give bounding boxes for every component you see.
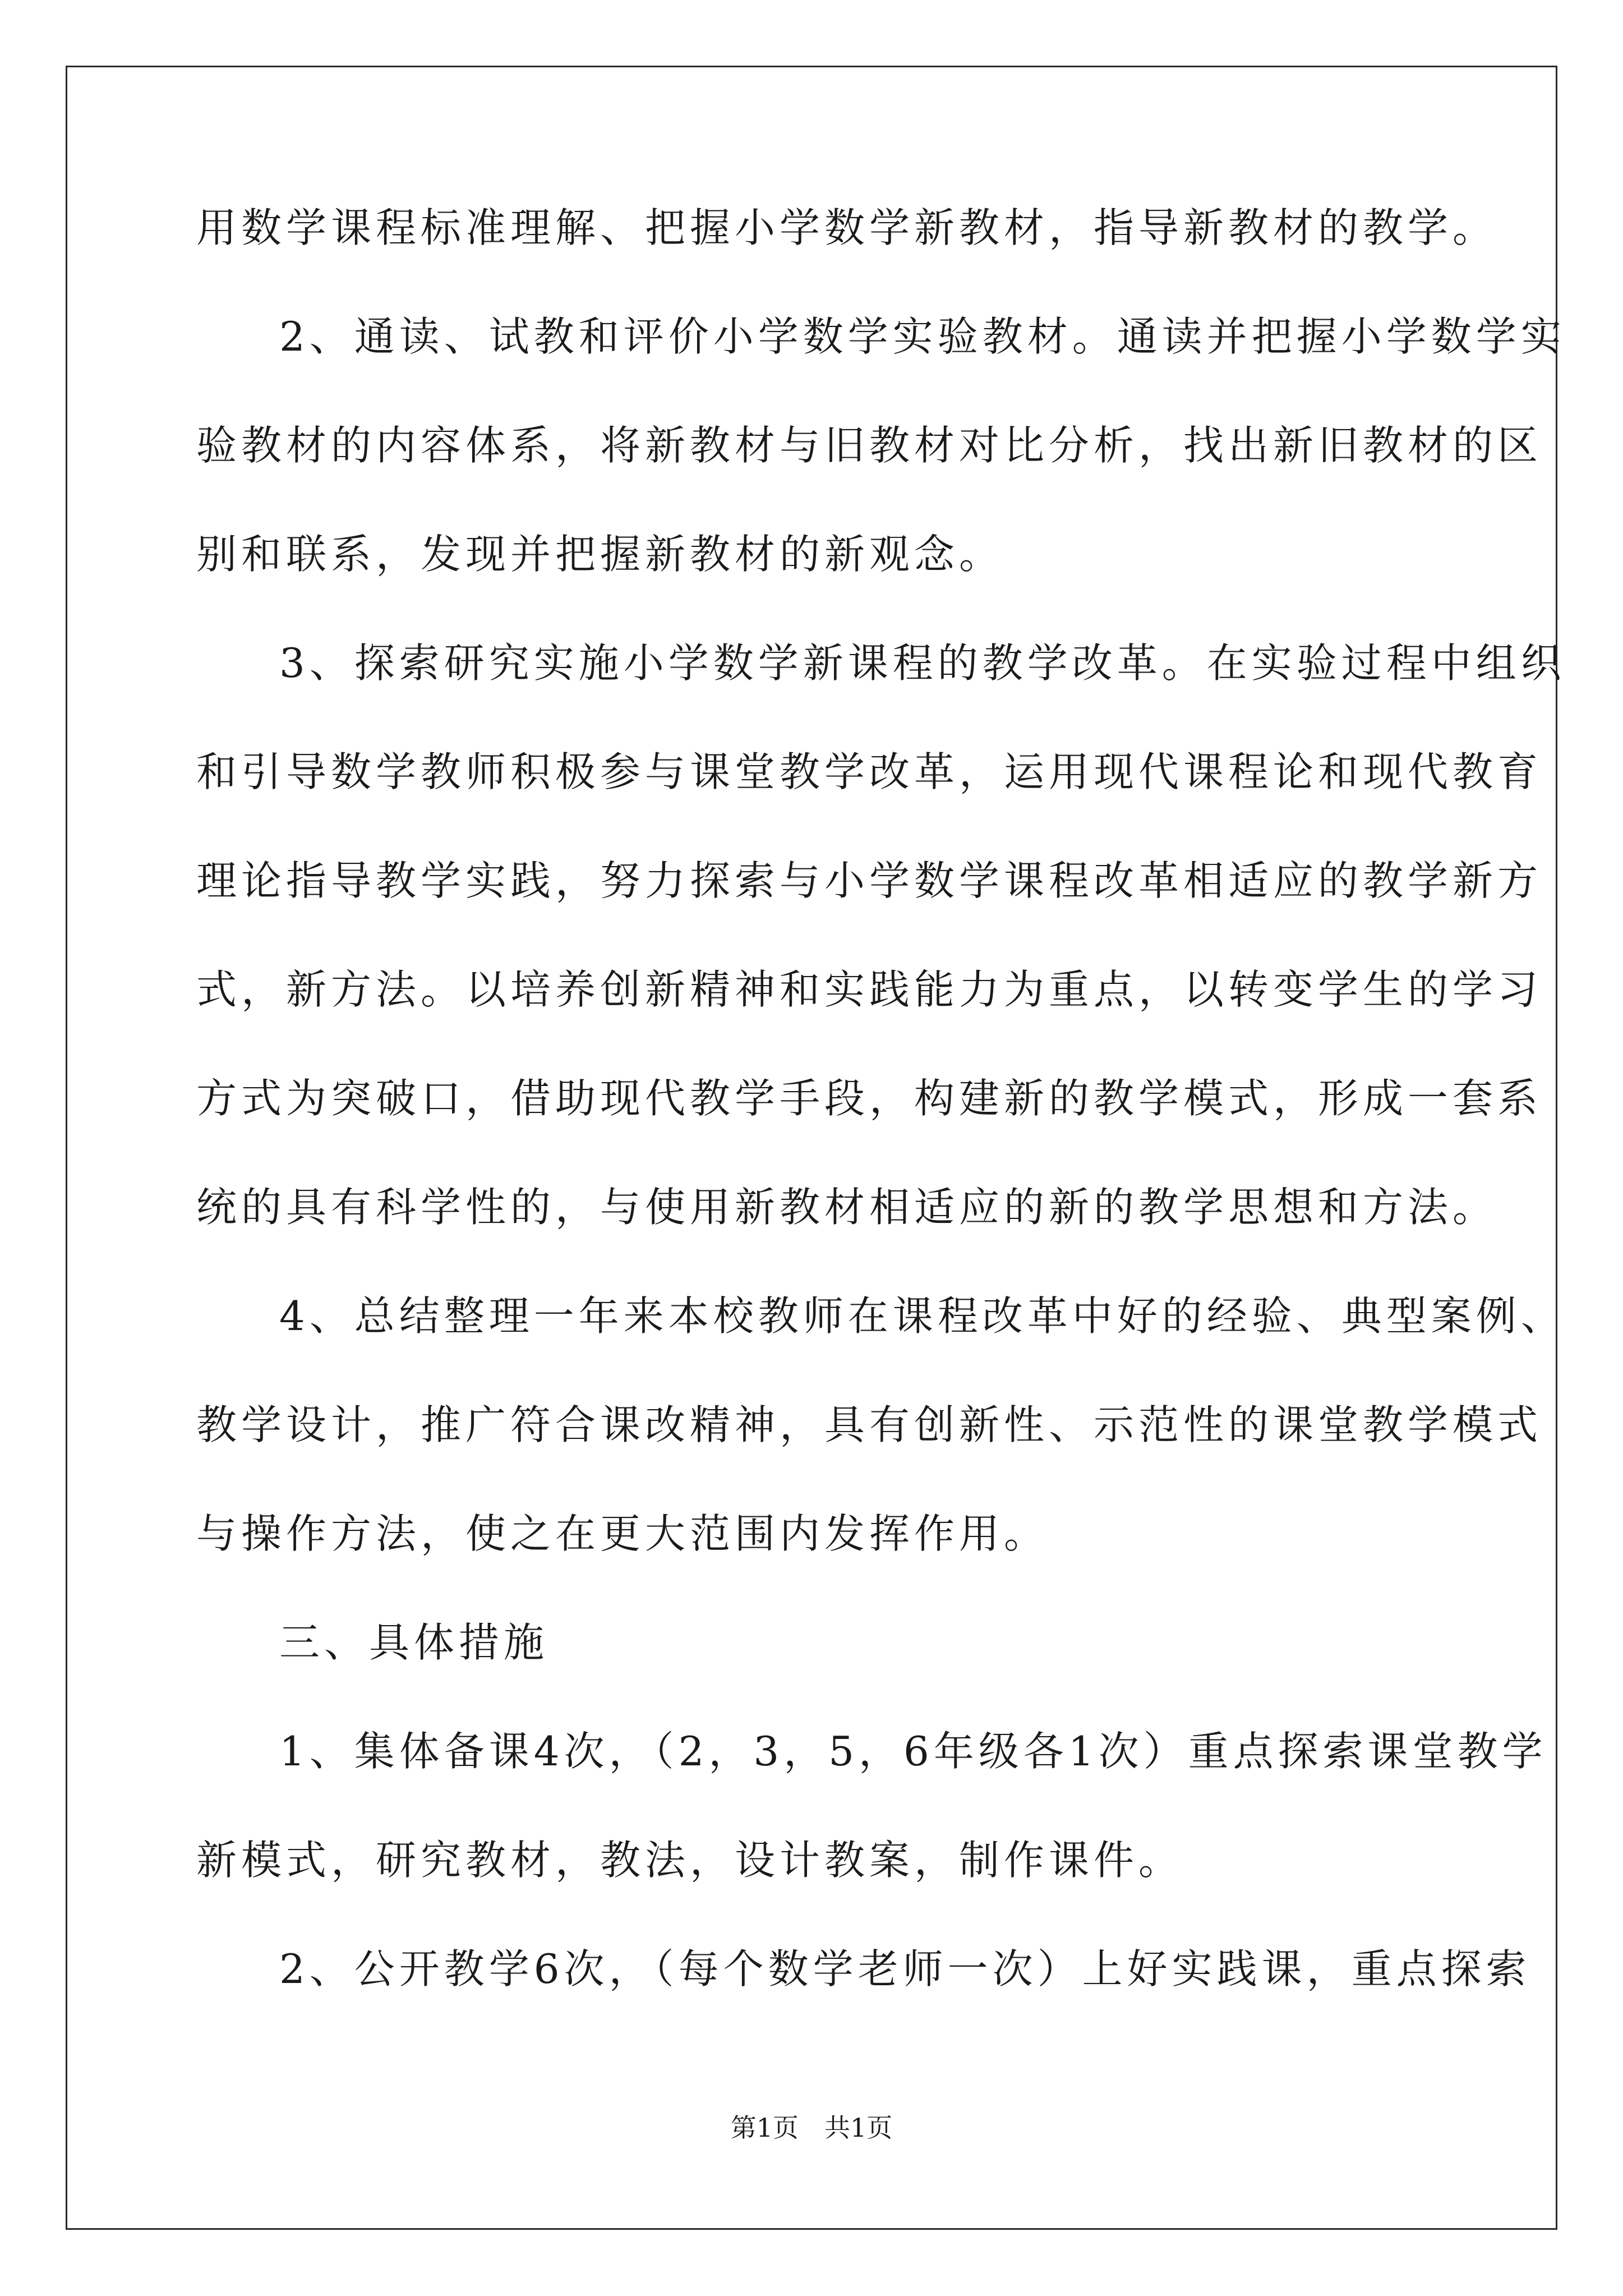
text-line-16: 新模式，研究教材，教法，设计教案，制作课件。 [196,1837,1184,1884]
document-body [196,204,1566,2058]
text-line-2: 2、通读、试教和评价小学数学实验教材。通读并把握小学数学实 [279,313,1566,360]
page-total-label: 共1页 [824,2113,893,2143]
text-line-13: 与操作方法，使之在更大范围内发挥作用。 [196,1510,1049,1557]
text-line-10: 统的具有科学性的，与使用新教材相适应的新的教学思想和方法。 [196,1184,1498,1231]
text-line-17: 2、公开教学6次，（每个数学老师一次）上好实践课，重点探索 [279,1945,1531,1993]
text-line-1: 用数学课程标准理解、把握小学数学新教材，指导新教材的教学。 [196,204,1498,251]
text-line-11: 4、总结整理一年来本校教师在课程改革中好的经验、典型案例、 [279,1292,1566,1340]
section-heading: 三、具体措施 [279,1619,549,1666]
text-line-9: 方式为突破口，借助现代教学手段，构建新的教学模式，形成一套系 [196,1075,1543,1122]
text-line-7: 理论指导教学实践，努力探索与小学数学课程改革相适应的教学新方 [196,857,1543,904]
text-line-6: 和引导数学教师积极参与课堂教学改革，运用现代课程论和现代教育 [196,748,1543,795]
text-line-12: 教学设计，推广符合课改精神，具有创新性、示范性的课堂教学模式 [196,1401,1543,1448]
text-line-5: 3、探索研究实施小学数学新课程的教学改革。在实验过程中组织 [279,639,1566,687]
text-line-4: 别和联系，发现并把握新教材的新观念。 [196,531,1004,578]
text-line-3: 验教材的内容体系，将新教材与旧教材对比分析，找出新旧教材的区 [196,422,1543,469]
page-current-label: 第1页 [730,2113,799,2143]
text-line-8: 式，新方法。以培养创新精神和实践能力为重点，以转变学生的学习 [196,966,1543,1013]
text-line-15: 1、集体备课4次，（2，3，5，6年级各1次）重点探索课堂教学 [279,1728,1547,1775]
page-footer [0,2115,1623,2141]
